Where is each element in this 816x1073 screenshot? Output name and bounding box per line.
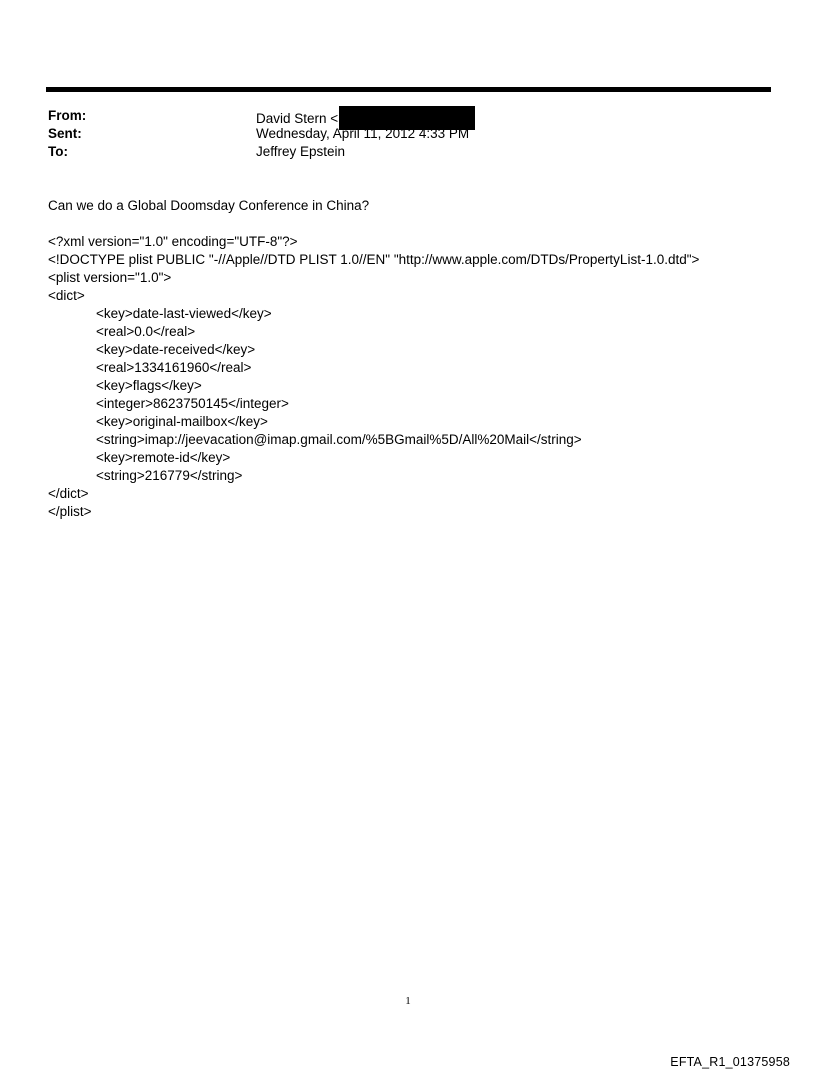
plist-line: <?xml version="1.0" encoding="UTF-8"?> <box>48 234 298 249</box>
to-row <box>48 143 748 161</box>
plist-line: <plist version="1.0"> <box>48 270 172 285</box>
header-rule <box>46 87 771 92</box>
from-sender: David Stern < <box>256 111 339 126</box>
plist-line: <key>date-last-viewed</key> <box>96 306 272 321</box>
plist-line: <key>remote-id</key> <box>96 450 231 465</box>
to-value: Jeffrey Epstein <box>256 144 346 159</box>
plist-line: <key>original-mailbox</key> <box>96 414 268 429</box>
plist-line: <integer>8623750145</integer> <box>96 396 289 411</box>
plist-line: <real>1334161960</real> <box>96 360 252 375</box>
to-label: To: <box>48 144 68 159</box>
from-label: From: <box>48 108 87 123</box>
plist-line: <dict> <box>48 288 85 303</box>
plist-line: <!DOCTYPE plist PUBLIC "-//Apple//DTD PLIST 1.0//EN" "http://www.apple.com/DTDs/PropertyList-1.0.dtd"> <box>48 252 700 267</box>
plist-line: <key>flags</key> <box>96 378 202 393</box>
message-body: Can we do a Global Doomsday Conference in China? <box>48 198 370 213</box>
email-header <box>48 107 748 161</box>
plist-line: <key>date-received</key> <box>96 342 256 357</box>
from-row <box>48 107 748 125</box>
plist-line: </plist> <box>48 504 92 519</box>
plist-line: <string>216779</string> <box>96 468 243 483</box>
plist-line: </dict> <box>48 486 89 501</box>
sent-row <box>48 125 748 143</box>
sent-value: Wednesday, April 11, 2012 4:33 PM <box>256 126 470 141</box>
page-number: 1 <box>405 995 411 1007</box>
sent-label: Sent: <box>48 126 82 141</box>
plist-line: <real>0.0</real> <box>96 324 196 339</box>
plist-line: <string>imap://jeevacation@imap.gmail.com/%5BGmail%5D/All%20Mail</string> <box>96 432 582 447</box>
plist-block <box>48 233 699 521</box>
document-id: EFTA_R1_01375958 <box>670 1055 790 1069</box>
